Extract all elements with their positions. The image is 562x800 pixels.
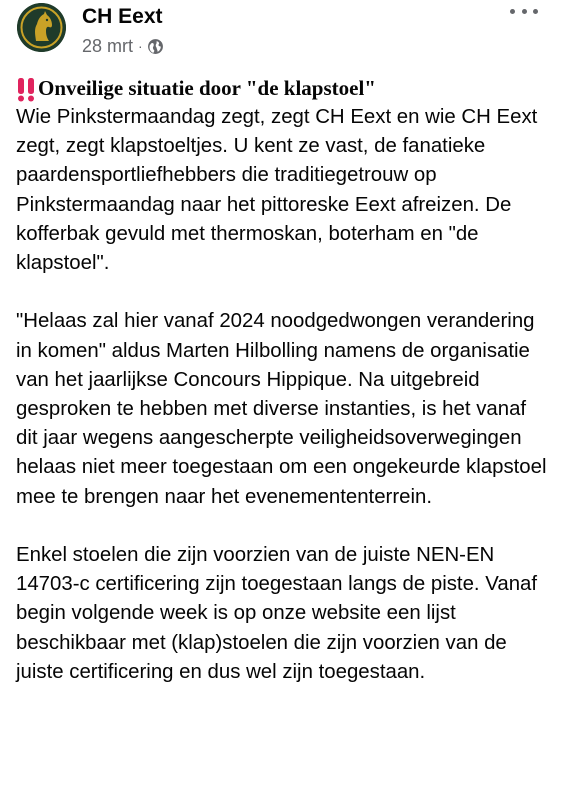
more-options-icon xyxy=(533,9,538,14)
horse-head-logo-icon xyxy=(17,3,66,52)
post-header xyxy=(0,0,562,64)
page-name[interactable]: CH Eext xyxy=(82,5,163,28)
post-date[interactable]: 28 mrt xyxy=(82,35,134,56)
post-meta xyxy=(82,35,164,57)
meta-separator: · xyxy=(138,38,143,54)
avatar[interactable] xyxy=(17,3,66,52)
globe-icon xyxy=(147,38,164,55)
post-paragraph: Enkel stoelen die zijn voorzien van de juiste NEN-EN 14703-c certificering zijn toegestaan langs de piste. Vanaf begin volgende week is op onze website een lijst beschikbaar met (klap)stoelen die zijn voorzien van de juiste certificering en dus wel zijn toegestaan. xyxy=(16,544,538,683)
headline-text: Onveilige situatie door "de klapstoel" xyxy=(38,75,376,100)
post-headline xyxy=(16,74,552,103)
more-options-icon xyxy=(510,9,515,14)
more-options-button[interactable] xyxy=(510,4,538,18)
post-body xyxy=(16,74,552,687)
more-options-icon xyxy=(522,9,527,14)
post-paragraph: "Helaas zal hier vanaf 2024 noodgedwongen verandering in komen" aldus Marten Hilbolling namens de organisatie van het jaarlijkse Concours Hippique. Na uitgebreid gesproken te hebben met diverse instanties, is het vanaf dit jaar wegens aangescherpte veiligheidsoverwegingen helaas niet meer toegestaan om een ongekeurde klapstoel mee te brengen naar het evenemententerrein. xyxy=(16,310,547,508)
double-exclamation-icon xyxy=(16,76,36,102)
post-paragraph: Wie Pinkstermaandag zegt, zegt CH Eext en wie CH Eext zegt, zegt klapstoeltjes. U kent ze vast, de fanatieke paardensportliefhebbers die traditiegetrouw op Pinkstermaandag naar het pittoreske Eext afreizen. De kofferbak gevuld met thermoskan, boterham en "de klapstoel". xyxy=(16,106,538,275)
